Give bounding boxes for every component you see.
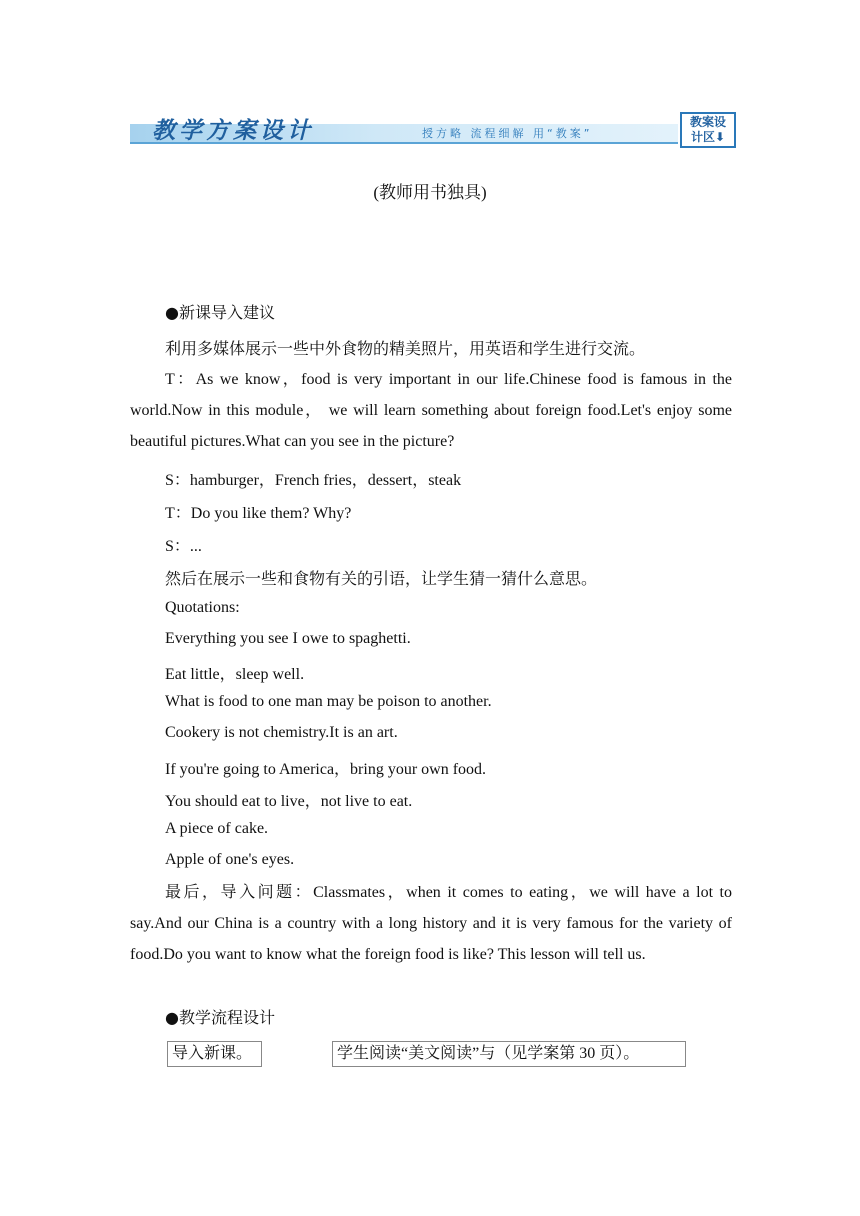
then-paragraph: 然后在展示一些和食物有关的引语，让学生猜一猜什么意思。 <box>165 571 598 588</box>
student-line-2: S：... <box>165 538 202 555</box>
badge-line-1: 教案设 <box>689 115 726 129</box>
quotations-label: Quotations: <box>165 599 240 616</box>
quotation-item: Eat little，sleep well. <box>165 666 305 683</box>
quotation-item: Cookery is not chemistry.It is an art. <box>165 724 398 741</box>
quotation-item: If you're going to America，bring your own food. <box>165 761 487 778</box>
teacher-line-2: T：Do you like them? Why? <box>165 505 352 522</box>
final-paragraph: 最后，导入问题：Classmates，when it comes to eating，we will have a lot to say.And our China is a country with a long history and it is very famous for the variety of food.Do you want to know what the foreign food is like? This lesson will tell us. <box>130 884 732 963</box>
quotation-item: A piece of cake. <box>165 820 269 837</box>
intro-paragraph: 利用多媒体展示一些中外食物的精美照片，用英语和学生进行交流。 <box>165 341 646 358</box>
quotation-item: You should eat to live，not live to eat. <box>165 793 413 810</box>
flow-box-intro: 导入新课。 <box>167 1041 262 1067</box>
section-heading-intro: ●新课导入建议 <box>165 303 275 322</box>
flow-box-reading: 学生阅读“美文阅读”与（见学案第 30 页）。 <box>332 1041 686 1067</box>
page-subtitle: (教师用书独具) <box>373 183 487 202</box>
quotation-item: Everything you see I owe to spaghetti. <box>165 630 411 647</box>
quotation-item: Apple of one's eyes. <box>165 851 295 868</box>
section-heading-flow: ●教学流程设计 <box>165 1008 275 1027</box>
section-banner <box>130 110 736 150</box>
quotation-item: What is food to one man may be poison to another. <box>165 693 492 710</box>
banner-badge <box>680 112 736 148</box>
teacher-line-1: T：As we know，food is very important in our life.Chinese food is famous in the world.Now in this module， we will learn something about foreign food.Let's enjoy some beautiful pictures.What can you see in the picture? <box>130 371 732 450</box>
banner-title: 教学方案设计 <box>152 117 314 144</box>
student-line-1: S：hamburger，French fries，dessert，steak <box>165 472 462 489</box>
banner-slogan: 授方略 流程细解 用“教案” <box>422 127 593 140</box>
badge-line-2: 计区⬇ <box>690 130 726 144</box>
